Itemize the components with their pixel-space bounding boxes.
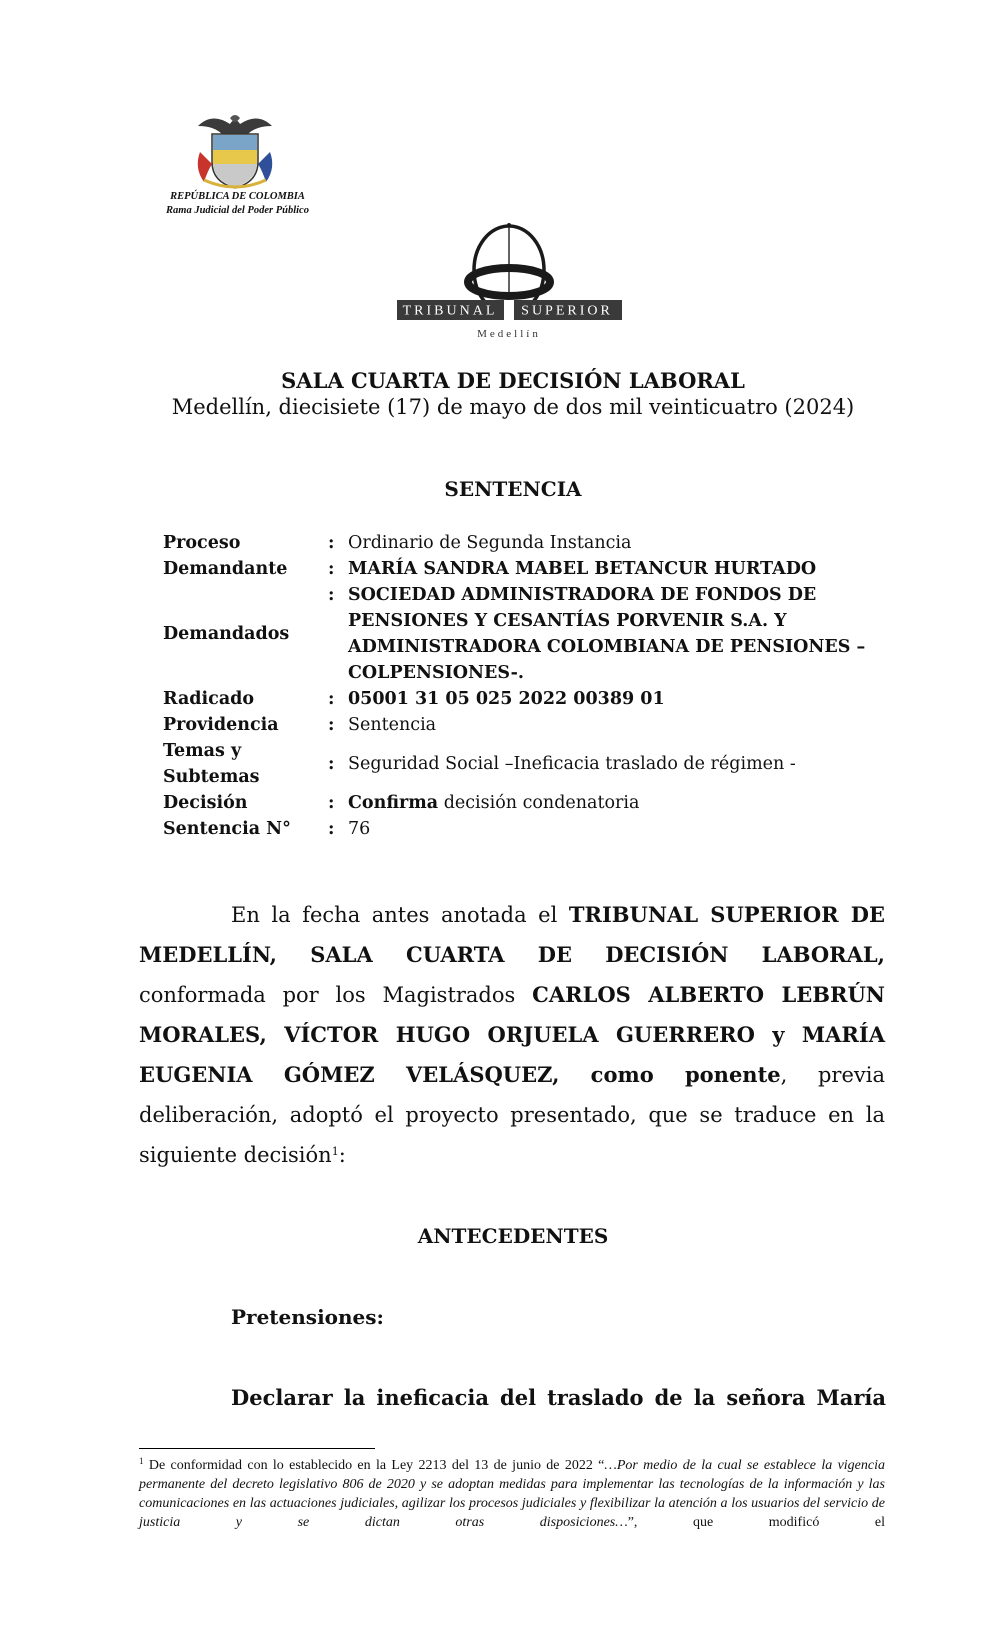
tribunal-superior-logo [397,218,622,348]
intro-text: conformada por los Magistrados [139,983,533,1007]
sala-title: SALA CUARTA DE DECISIÓN LABORAL [281,368,745,393]
case-info-row [163,582,868,686]
section-heading-antecedentes: ANTECEDENTES [417,1224,609,1248]
case-info-row [163,686,868,712]
case-info-label: Demandados [163,624,290,644]
intro-text: , previa deliberación, adoptó el proyecto presentado, que se traduce en la siguiente decisión [139,1063,885,1167]
case-info-value-bold: Confirma [348,793,439,813]
case-info-row [163,530,868,556]
case-info-row [163,712,868,738]
footnote-number: 1 [139,1456,144,1466]
case-info-colon: : [328,585,335,605]
coat-of-arms-icon [190,112,280,192]
case-info-table [163,530,868,842]
case-info-label: Decisión [163,793,248,813]
logo-word-superior: SUPERIOR [521,303,613,319]
footnote-divider [139,1448,375,1449]
logo-word-tribunal: TRIBUNAL [402,303,498,319]
intro-paragraph [139,895,885,1175]
intro-text: : [338,1143,346,1167]
judicial-branch-label: Rama Judicial del Poder Público [166,205,309,216]
case-info-value: MARÍA SANDRA MABEL BETANCUR HURTADO [348,559,817,579]
case-info-colon: : [328,559,335,579]
case-info-colon: : [328,819,335,839]
intro-text: En la fecha antes anotada el [231,903,569,927]
footnote-text: De conformidad con lo establecido en la Ley 2213 del 13 de junio de 2022 “ [143,1458,605,1473]
case-info-value [348,790,868,816]
footnote [139,1456,885,1532]
footnote-quote: …Por medio de la cual se establece la vigencia permanente del decreto legislativo 806 de 2020 y se adoptan medidas para implementar las tecnologías de la información y las comunicaciones en las actuaciones judiciales, agilizar los procesos judiciales y flexibilizar la atención a los usuarios del servicio de justicia y se dictan otras disposiciones… [139,1458,885,1530]
subheading-pretensiones: Pretensiones: [231,1305,384,1329]
case-info-label: Demandante [163,559,288,579]
case-info-colon: : [328,793,335,813]
case-info-colon: : [328,689,335,709]
case-info-value: 05001 31 05 025 2022 00389 01 [348,689,665,709]
intro-magistrates: CARLOS ALBERTO LEBRÚN MORALES, VÍCTOR HUGO ORJUELA GUERRERO y MARÍA EUGENIA GÓMEZ VELÁSQUEZ, como ponente [139,982,886,1087]
case-info-label: Temas y Subtemas [163,741,260,787]
case-info-value-rest: decisión condenatoria [438,793,640,813]
document-type-title: SENTENCIA [444,477,582,501]
footnote-text-end: ”, que modificó el [627,1515,886,1530]
case-info-row [163,738,868,790]
case-info-colon: : [328,754,335,774]
case-info-value: SOCIEDAD ADMINISTRADORA DE FONDOS DE PENSIONES Y CESANTÍAS PORVENIR S.A. Y ADMINISTRADORA COLOMBIANA DE PENSIONES – COLPENSIONES-. [348,585,866,683]
case-info-label: Sentencia N° [163,819,291,839]
case-info-value: Sentencia [348,715,437,735]
footnote-reference[interactable]: 1 [331,1145,339,1158]
intro-court-name: TRIBUNAL SUPERIOR DE MEDELLÍN, SALA CUARTA DE DECISIÓN LABORAL, [139,902,886,967]
declarar-paragraph: Declarar la ineficacia del traslado de la señora María [231,1385,886,1410]
date-line: Medellín, diecisiete (17) de mayo de dos mil veinticuatro (2024) [171,395,855,419]
case-info-colon: : [328,715,335,735]
republic-label: REPÚBLICA DE COLOMBIA [170,191,305,202]
case-info-row [163,790,868,816]
case-info-label: Radicado [163,689,255,709]
case-info-value: Seguridad Social –Ineficacia traslado de régimen - [348,754,796,774]
logo-city: Medellín [477,328,541,340]
case-info-value: 76 [348,819,371,839]
case-info-label: Proceso [163,533,241,553]
case-info-row [163,816,868,842]
case-info-label: Providencia [163,715,279,735]
case-info-value: Ordinario de Segunda Instancia [348,533,632,553]
case-info-colon: : [328,533,335,553]
case-info-row [163,556,868,582]
